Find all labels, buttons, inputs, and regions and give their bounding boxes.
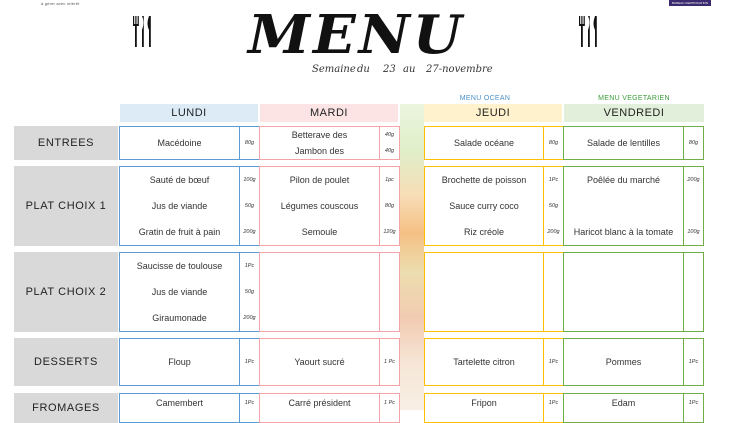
dish-name: Pommes	[605, 357, 642, 367]
dish-name: Légumes couscous	[280, 201, 359, 211]
dish-weight: 80g	[688, 140, 699, 146]
dish-name: Macédoine	[157, 138, 202, 148]
dish-name: Haricot blanc à la tomate	[573, 227, 674, 237]
dish-weight: 120g	[383, 229, 396, 235]
dish-weight: 200g	[547, 229, 560, 235]
dish-name: Giraumonade	[152, 313, 207, 323]
weight-separator	[239, 394, 240, 422]
dish-weight: 80g	[244, 140, 255, 146]
dish-weight: 1Pc	[244, 400, 255, 406]
menu-cell-vendredi	[563, 126, 704, 160]
weight-separator	[379, 253, 380, 331]
dish-name: Riz créole	[463, 227, 504, 237]
dish-name: Gratin de fruit à pain	[138, 227, 221, 237]
dish-weight: 1Pc	[244, 359, 255, 365]
cutlery-icon	[577, 14, 601, 48]
menu-cell-vendredi	[563, 338, 704, 386]
dish-name: Jambon des	[294, 146, 345, 156]
menu-cell-jeudi	[424, 126, 564, 160]
menu-cell-mardi	[259, 166, 400, 246]
dish-weight: 1Pc	[548, 177, 559, 183]
dish-name: Tartelette citron	[453, 357, 515, 367]
dish-name: Jus de viande	[151, 287, 208, 297]
dish-weight: 1Pc	[688, 359, 699, 365]
menu-cell-vendredi	[563, 166, 704, 246]
menu-cell-mardi	[259, 252, 400, 332]
dish-name: Sauce curry coco	[449, 201, 519, 211]
dish-name: Edam	[611, 398, 636, 408]
menu-cell-lundi	[119, 126, 260, 160]
dish-weight: 200g	[243, 229, 256, 235]
menu-cell-mardi	[259, 338, 400, 386]
dish-weight: 1Pc	[244, 263, 255, 269]
weight-separator	[683, 253, 684, 331]
row-label: ENTREES	[14, 126, 118, 160]
dish-weight: 1pc	[385, 177, 394, 183]
dish-weight: 200g	[243, 315, 256, 321]
menu-cell-lundi	[119, 393, 260, 423]
dish-name: Salade de lentilles	[586, 138, 661, 148]
menu-title: MENU	[248, 3, 465, 67]
vegetable-decoration	[400, 104, 424, 410]
menu-cell-jeudi	[424, 393, 564, 423]
certification-badge: BUREAU CERTIFICATION	[669, 0, 711, 6]
weight-separator	[543, 253, 544, 331]
menu-cell-lundi	[119, 252, 260, 332]
dish-name: Poêlée du marché	[586, 175, 661, 185]
dish-name: Sauté de bœuf	[149, 175, 210, 185]
dish-name: Betterave des	[291, 130, 348, 140]
dish-name: Camembert	[155, 398, 203, 408]
dish-name: Carré président	[288, 398, 351, 408]
dish-weight: 1Pc	[548, 359, 559, 365]
dish-weight: 40g	[384, 148, 395, 154]
dish-name: Jus de viande	[151, 201, 208, 211]
day-header-lundi: LUNDI	[120, 104, 258, 122]
row-label: PLAT CHOIX 2	[14, 252, 118, 332]
day-header-mardi: MARDI	[260, 104, 398, 122]
day-header-vendredi: VENDREDI	[564, 104, 704, 122]
row-label: PLAT CHOIX 1	[14, 166, 118, 246]
menu-cell-jeudi	[424, 166, 564, 246]
dish-weight: 50g	[244, 289, 255, 295]
dish-weight: 1Pc	[688, 400, 699, 406]
dish-name: Floup	[168, 357, 191, 367]
menu-cell-vendredi	[563, 393, 704, 423]
logo-subtitle: à gérer avec intérêt	[41, 1, 80, 6]
dish-name: Pilon de poulet	[289, 175, 350, 185]
row-label: FROMAGES	[14, 393, 118, 423]
dish-weight: 80g	[548, 140, 559, 146]
menu-cell-mardi	[259, 126, 400, 160]
dish-name: Saucisse de toulouse	[136, 261, 223, 271]
dish-weight: 1 Pc	[383, 400, 395, 406]
week-start: 23	[383, 64, 396, 75]
dish-weight: 80g	[384, 203, 395, 209]
dish-weight: 100g	[243, 177, 256, 183]
menu-cell-jeudi	[424, 338, 564, 386]
weight-separator	[543, 394, 544, 422]
menu-cell-lundi	[119, 166, 260, 246]
dish-name: Semoule	[301, 227, 338, 237]
week-prefix: Semaine	[312, 64, 356, 75]
dish-name: Brochette de poisson	[441, 175, 527, 185]
menu-cell-lundi	[119, 338, 260, 386]
menu-vegetarien-label: MENU VEGETARIEN	[598, 95, 670, 102]
week-au: au	[403, 64, 416, 75]
cutlery-icon	[131, 14, 155, 48]
dish-weight: 1 Pc	[383, 359, 395, 365]
menu-ocean-label: MENU OCEAN	[459, 95, 511, 102]
menu-cell-jeudi	[424, 252, 564, 332]
dish-weight: 100g	[687, 229, 700, 235]
menu-cell-mardi	[259, 393, 400, 423]
weight-separator	[683, 394, 684, 422]
menu-cell-vendredi	[563, 252, 704, 332]
dish-weight: 50g	[244, 203, 255, 209]
dish-weight: 50g	[548, 203, 559, 209]
week-du: du	[357, 64, 370, 75]
dish-name: Yaourt sucré	[294, 357, 345, 367]
dish-weight: 40g	[384, 132, 395, 138]
week-end: 27-novembre	[426, 64, 493, 75]
dish-name: Salade océane	[453, 138, 515, 148]
day-header-jeudi: JEUDI	[424, 104, 562, 122]
dish-name: Fripon	[471, 398, 497, 408]
weight-separator	[379, 394, 380, 422]
dish-weight: 200g	[687, 177, 700, 183]
row-label: DESSERTS	[14, 338, 118, 386]
dish-weight: 1Pc	[548, 400, 559, 406]
